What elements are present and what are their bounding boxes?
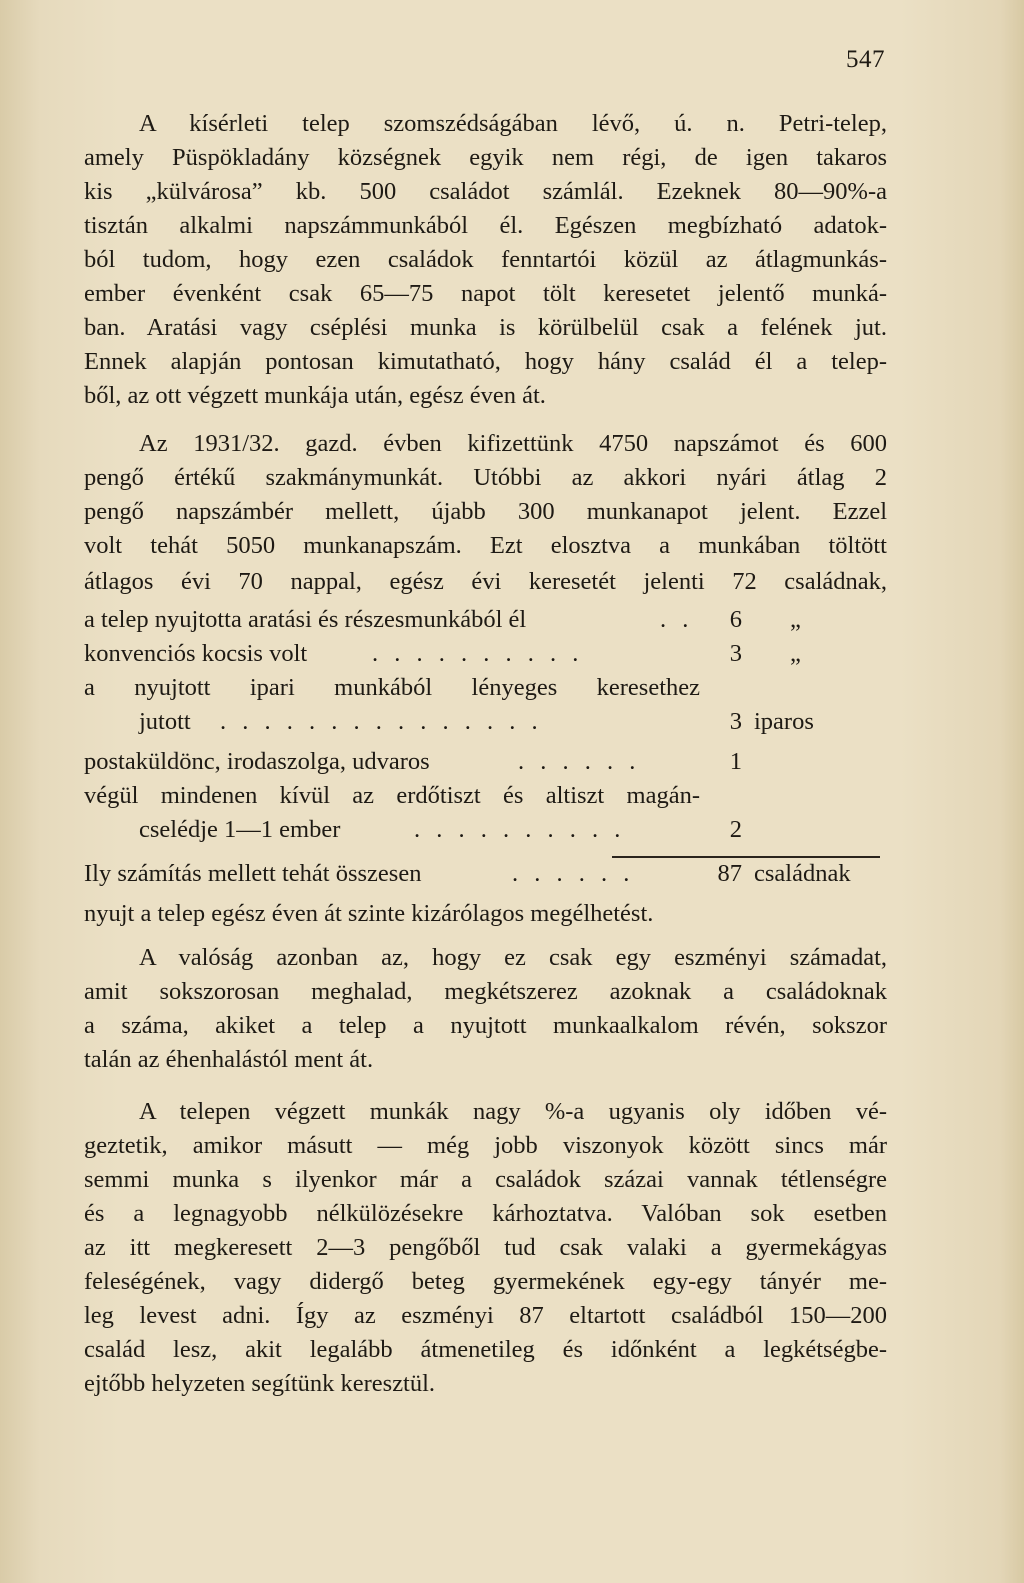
table-row-label: a nyujtott ipari munkából lényeges keresethez	[84, 674, 700, 701]
text-line: család lesz, akit legalább átmenetileg és időnként a legkétségbe-	[84, 1336, 887, 1363]
table-row-label: végül mindenen kívül az erdőtiszt és altiszt magán-	[84, 782, 700, 809]
text-line: a száma, akiket a telep a nyujtott munkaalkalom révén, sokszor	[84, 1012, 887, 1039]
table-row-label: postaküldönc, irodaszolga, udvaros	[84, 748, 430, 775]
total-dots: . . . . . .	[512, 860, 635, 887]
text-line: tisztán alkalmi napszámmunkából él. Egészen megbízható adatok-	[84, 212, 887, 239]
text-line: ből, az ott végzett munkája után, egész éven át.	[84, 382, 546, 409]
text-line: pengő napszámbér mellett, újabb 300 munkanapot jelent. Ezzel	[84, 498, 887, 525]
table-row-dots: . . . . . . . . . .	[372, 640, 584, 667]
table-row-dots: . . . . . .	[518, 748, 641, 775]
table-row-label: jutott	[139, 708, 191, 735]
text-line: A telepen végzett munkák nagy %-a ugyanis oly időben vé-	[139, 1098, 887, 1125]
text-line: és a legnagyobb nélkülözésekre kárhoztatva. Valóban sok esetben	[84, 1200, 887, 1227]
total-label: Ily számítás mellett tehát összesen	[84, 860, 422, 887]
text-line: Az 1931/32. gazd. évben kifizettünk 4750 napszámot és 600	[139, 430, 887, 457]
table-row-unit: „	[790, 640, 801, 667]
table-row-dots: . . . . . . . . . .	[414, 816, 626, 843]
text-line: amit sokszorosan meghalad, megkétszerez azoknak a családoknak	[84, 978, 887, 1005]
text-line: volt tehát 5050 munkanapszám. Ezt elosztva a munkában töltött	[84, 532, 887, 559]
text-line: amely Püspökladány községnek egyik nem régi, de igen takaros	[84, 144, 887, 171]
table-row-label: konvenciós kocsis volt	[84, 640, 308, 667]
text-line: átlagos évi 70 nappal, egész évi keresetét jelenti 72 családnak,	[84, 568, 887, 595]
text-line: leg levest adni. Így az eszményi 87 eltartott családból 150—200	[84, 1302, 887, 1329]
table-row-value: 3	[729, 640, 742, 667]
table-row-value: 6	[729, 606, 742, 633]
table-row-unit: „	[790, 606, 801, 633]
text-line: A kísérleti telep szomszédságában lévő, ú. n. Petri-telep,	[139, 110, 887, 137]
text-line: Ennek alapján pontosan kimutatható, hogy hány család él a telep-	[84, 348, 887, 375]
text-line: nyujt a telep egész éven át szinte kizárólagos megélhetést.	[84, 900, 654, 927]
text-line: A valóság azonban az, hogy ez csak egy eszményi számadat,	[139, 944, 887, 971]
table-row-dots: . . . . . . . . . . . . . . .	[220, 708, 543, 735]
text-line: ból tudom, hogy ezen családok fenntartói közül az átlagmunkás-	[84, 246, 887, 273]
table-row-value: 3	[729, 708, 742, 735]
table-row-dots: . .	[660, 606, 694, 633]
table-row-label: cselédje 1—1 ember	[139, 816, 341, 843]
page-number: 547	[846, 46, 885, 73]
text-line: ban. Aratási vagy cséplési munka is körülbelül csak a felének jut.	[84, 314, 887, 341]
text-line: feleségének, vagy didergő beteg gyermekének egy-egy tányér me-	[84, 1268, 887, 1295]
text-line: az itt megkeresett 2—3 pengőből tud csak valaki a gyermekágyas	[84, 1234, 887, 1261]
text-line: geztetik, amikor másutt — még jobb viszonyok között sincs már	[84, 1132, 887, 1159]
text-line: kis „külvárosa” kb. 500 családot számlál. Ezeknek 80—90%-a	[84, 178, 887, 205]
table-row-label: a telep nyujtotta aratási és részesmunkából él	[84, 606, 527, 633]
text-line: pengő értékű szakmánymunkát. Utóbbi az akkori nyári átlag 2	[84, 464, 887, 491]
total-value: 87	[717, 860, 742, 887]
text-line: talán az éhenhalástól ment át.	[84, 1046, 374, 1073]
total-unit: családnak	[754, 860, 851, 887]
table-row-unit: iparos	[754, 708, 814, 735]
text-line: semmi munka s ilyenkor már a családok százai vannak tétlenségre	[84, 1166, 887, 1193]
text-line: ember évenként csak 65—75 napot tölt keresetet jelentő munká-	[84, 280, 887, 307]
table-row-value: 2	[729, 816, 742, 843]
table-row-value: 1	[729, 748, 742, 775]
text-line: ejtőbb helyzeten segítünk keresztül.	[84, 1370, 436, 1397]
